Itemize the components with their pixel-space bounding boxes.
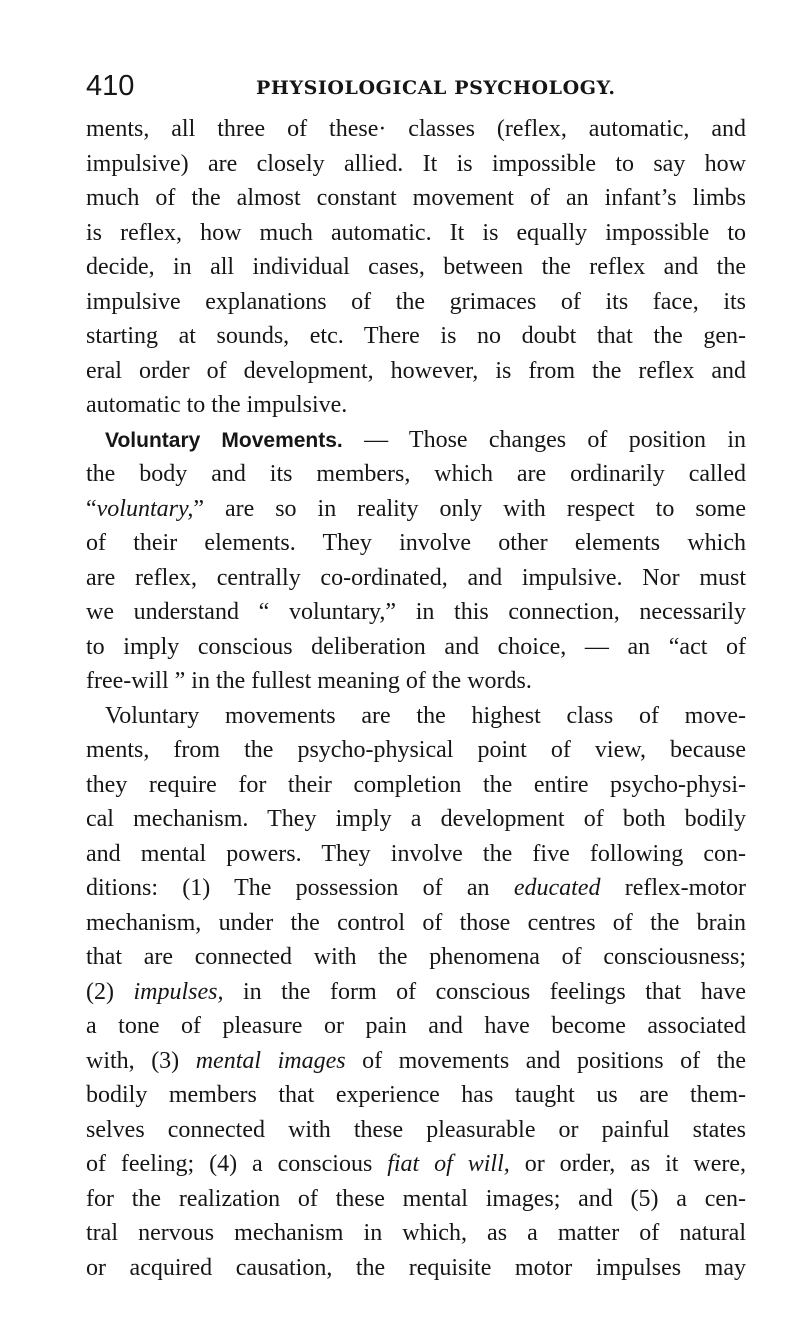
italic-term: voluntary, bbox=[96, 495, 194, 522]
line-text: of their elements. They involve other elements which bbox=[86, 530, 746, 556]
line-text: starting at sounds, etc. There is no doubt that the gen- bbox=[86, 323, 746, 349]
text-line bbox=[86, 319, 746, 354]
line-text: that are connected with the phenomena of consciousness; bbox=[86, 944, 746, 970]
text-line bbox=[86, 388, 746, 423]
line-text: we understand “ voluntary,” in this connection, necessarily bbox=[86, 599, 746, 625]
line-text-post: of movements and positions of the bbox=[345, 1047, 747, 1074]
section-heading: Voluntary Movements. bbox=[105, 428, 343, 452]
text-line bbox=[86, 561, 746, 596]
line-text: in the form of conscious feelings that have bbox=[223, 978, 746, 1005]
text-line bbox=[86, 906, 746, 941]
line-text: selves connected with these pleasurable or painful states bbox=[86, 1116, 746, 1143]
line-text: free-will ” in the fullest meaning of the words. bbox=[86, 668, 532, 694]
line-text: automatic to the impulsive. bbox=[86, 392, 348, 418]
italic-term: fiat of will, bbox=[387, 1151, 510, 1177]
line-text: or acquired causation, the requisite motor impulses may bbox=[86, 1254, 746, 1281]
text-line bbox=[86, 630, 746, 665]
italic-term: impulses, bbox=[133, 978, 224, 1005]
line-text: tral nervous mechanism in which, as a matter of natural bbox=[86, 1220, 746, 1246]
running-head bbox=[86, 66, 746, 106]
line-text: they require for their completion the entire psycho-physi- bbox=[86, 771, 746, 798]
line-text: ” are so in reality only with respect to some bbox=[193, 495, 746, 522]
text-line bbox=[86, 250, 746, 285]
text-line bbox=[86, 940, 746, 975]
line-text: eral order of development, however, is from the reflex and bbox=[86, 357, 746, 384]
text-line bbox=[86, 1078, 746, 1113]
text-line bbox=[86, 147, 746, 182]
line-text: much of the almost constant movement of an infant’s limbs bbox=[86, 185, 746, 211]
text-line bbox=[86, 216, 746, 251]
line-text: ments, all three of these· classes (reflex, automatic, and bbox=[86, 116, 746, 142]
line-text: is reflex, how much automatic. It is equally impossible to bbox=[86, 219, 746, 246]
text-line bbox=[86, 1182, 746, 1217]
italic-term: educated bbox=[513, 875, 601, 901]
line-text: to imply conscious deliberation and choice, — an “act of bbox=[86, 633, 746, 660]
body-text bbox=[86, 112, 746, 1285]
text-line bbox=[86, 699, 746, 734]
line-text: are reflex, centrally co-ordinated, and impulsive. Nor must bbox=[86, 564, 746, 591]
line-text: ments, from the psycho-physical point of view, because bbox=[86, 737, 746, 763]
line-text: a tone of pleasure or pain and have become associated bbox=[86, 1013, 746, 1039]
text-line bbox=[86, 595, 746, 630]
line-text: impulsive explanations of the grimaces of its face, its bbox=[86, 288, 746, 315]
text-line bbox=[86, 1044, 746, 1079]
line-text: Voluntary movements are the highest class of move- bbox=[105, 702, 746, 729]
italic-term: mental images bbox=[195, 1047, 346, 1074]
line-text: decide, in all individual cases, between the reflex and the bbox=[86, 254, 746, 280]
text-line bbox=[86, 457, 746, 492]
line-text: impulsive) are closely allied. It is impossible to say how bbox=[86, 150, 746, 177]
text-line bbox=[86, 354, 746, 389]
line-text: bodily members that experience has taught us are them- bbox=[86, 1082, 746, 1108]
text-line bbox=[86, 802, 746, 837]
line-text-pre: (2) bbox=[86, 978, 134, 1005]
line-text: for the realization of these mental images; and (5) a cen- bbox=[86, 1185, 746, 1212]
text-line bbox=[86, 1251, 746, 1286]
text-line bbox=[86, 1009, 746, 1044]
line-text-pre: “ bbox=[86, 495, 97, 522]
text-line bbox=[86, 181, 746, 216]
text-line bbox=[86, 871, 746, 906]
line-text-post: reflex-motor bbox=[600, 875, 747, 901]
line-text: mechanism, under the control of those centres of the brain bbox=[86, 909, 746, 936]
text-line bbox=[86, 423, 746, 458]
text-line bbox=[86, 1113, 746, 1148]
line-text: the body and its members, which are ordinarily called bbox=[86, 461, 746, 487]
line-text: ditions: (1) The possession of an bbox=[86, 875, 514, 901]
line-text: and mental powers. They involve the five following con- bbox=[86, 840, 746, 867]
text-line bbox=[86, 664, 746, 699]
text-line bbox=[86, 1216, 746, 1251]
line-text-post: or order, as it were, bbox=[509, 1151, 747, 1177]
text-line bbox=[86, 975, 746, 1010]
page-number: 410 bbox=[86, 70, 135, 102]
text-line bbox=[86, 526, 746, 561]
text-line bbox=[86, 733, 746, 768]
line-text: of feeling; (4) a conscious bbox=[86, 1151, 388, 1177]
text-line bbox=[86, 1147, 746, 1182]
text-line bbox=[86, 837, 746, 872]
text-line bbox=[86, 768, 746, 803]
text-line bbox=[86, 492, 746, 527]
line-text: with, (3) bbox=[86, 1047, 196, 1074]
line-text: cal mechanism. They imply a development of both bodily bbox=[86, 806, 746, 832]
running-title: PHYSIOLOGICAL PSYCHOLOGY. bbox=[256, 77, 616, 99]
text-line bbox=[86, 112, 746, 147]
text-line bbox=[86, 285, 746, 320]
line-text: — Those changes of position in bbox=[342, 426, 746, 453]
